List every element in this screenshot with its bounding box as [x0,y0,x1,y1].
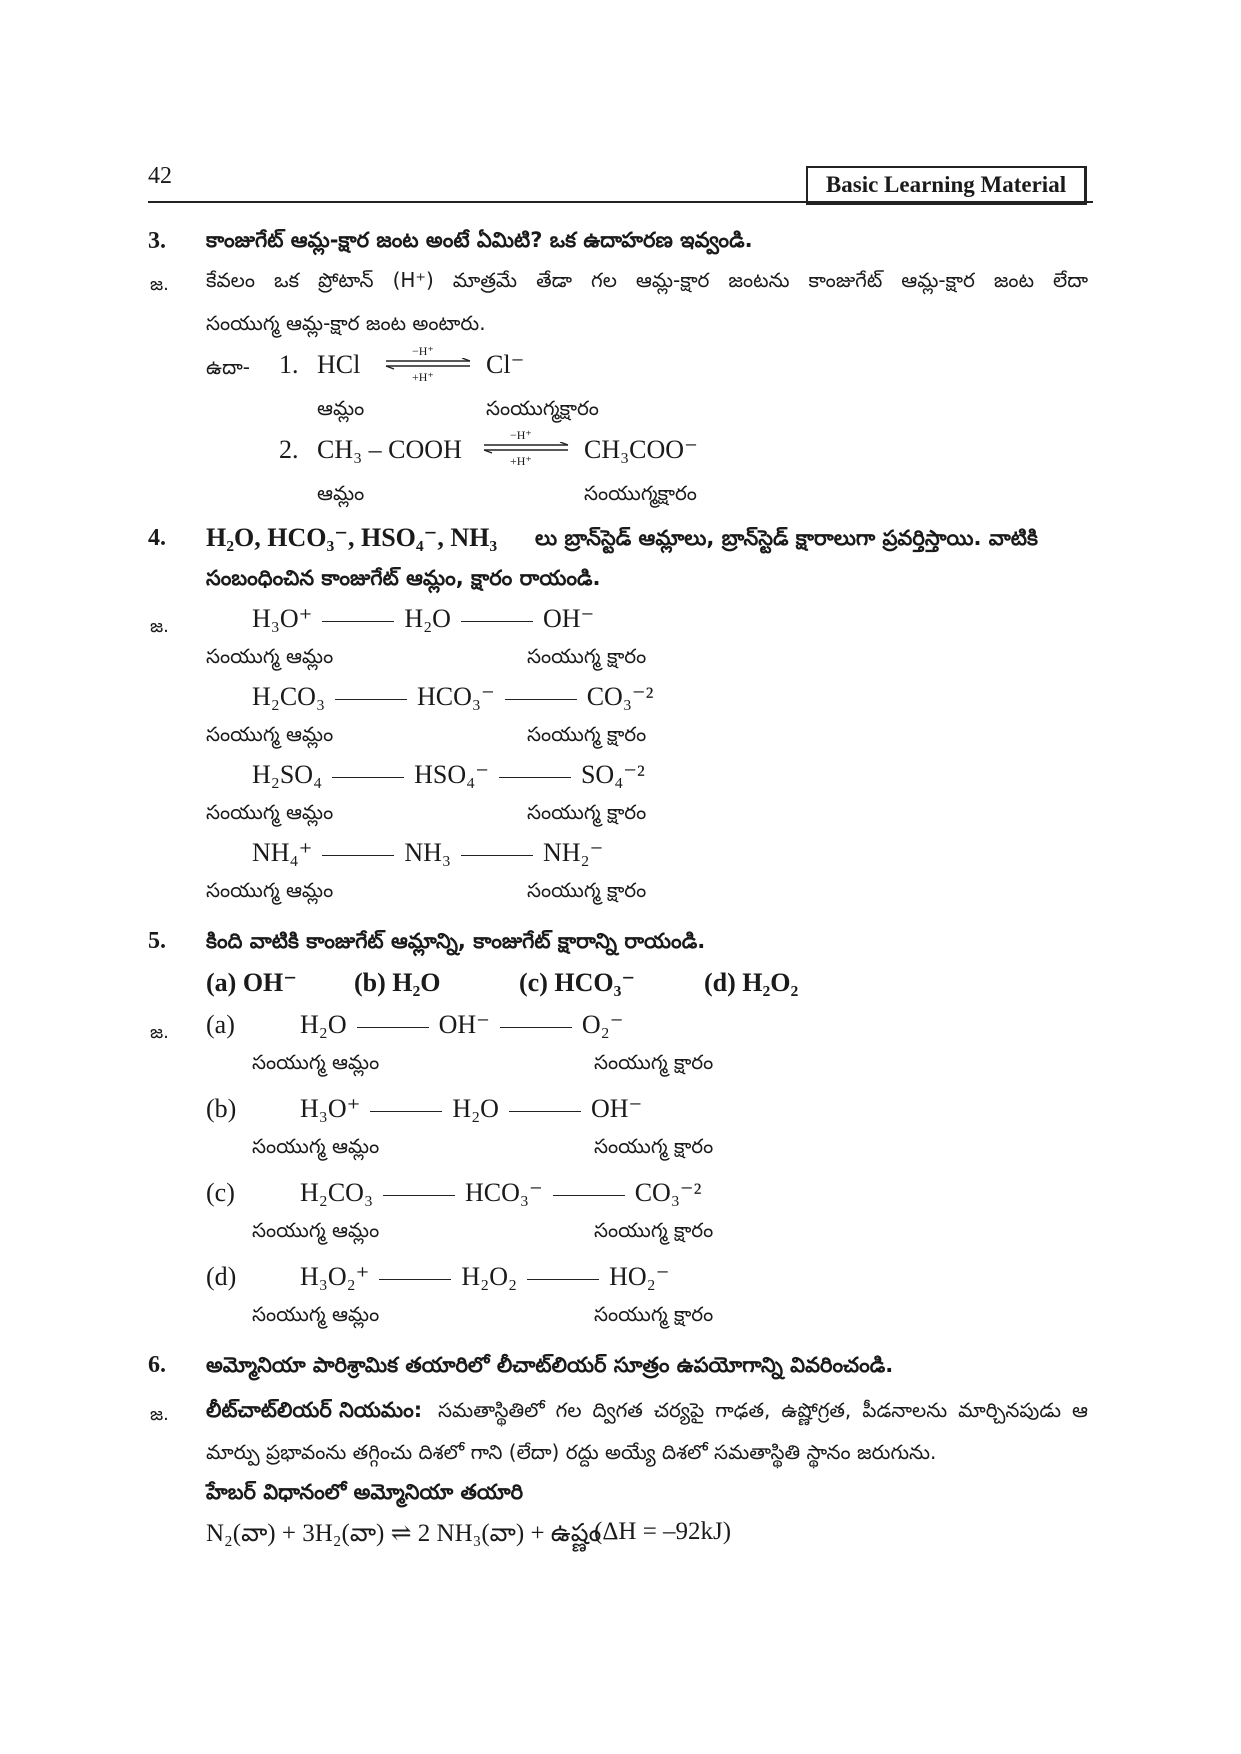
conjugate-row [300,1262,669,1292]
arrow-top-label: −H⁺ [412,344,434,358]
dash-connector [335,699,407,700]
q6-principle-line1: సమతాస్థితిలో గల ద్విగత చర్యపై గాఢత, ఉష్ణోగ్రత, పీడనాలను మార్చినపుడు ఆ [438,1398,1088,1422]
species-b: HCO₃⁻ [465,1178,543,1207]
q3-ex1-left: HCl [317,350,361,379]
species-b: OH⁻ [438,1010,490,1039]
dash-connector [383,1195,455,1196]
arrow-top-label: −H⁺ [510,428,532,442]
species-a: H₂SO₄ [252,760,323,789]
q5-question: కింది వాటికి కాంజుగేట్ ఆమ్లాన్ని, కాంజుగేట్ క్షారాన్ని రాయండి. [206,929,706,953]
dash-connector [357,1027,429,1028]
q3-ex2-right-label: సంయుగ్మక్షారం [584,481,697,505]
row-tag: (c) [206,1178,235,1207]
species-c: CO₃⁻² [586,682,654,711]
species-b: H₂O [404,604,451,633]
q6-equation: N₂(వా) + 3H₂(వా) ⇌ 2 NH₃(వా) + ఉష్ణం [206,1520,602,1547]
species-a: H₂CO₃ [252,682,326,711]
header-rule [148,201,1093,203]
dash-connector [379,1279,451,1280]
conjugate-base-label: సంయుగ్మ క్షారం [594,1134,714,1158]
dash-connector [322,855,394,856]
q3-number: 3. [148,228,166,254]
dash-connector [527,1279,599,1280]
species-b: HSO₄⁻ [414,760,489,789]
dash-connector [499,777,571,778]
q5-option-a: (a) OH⁻ [206,968,297,997]
species-b: NH₃ [404,838,451,867]
q3-answer-line1: కేవలం ఒక ప్రోటాన్ (H⁺) మాత్రమే తేడా గల ఆమ్ల-క్షార జంటను కాంజుగేట్ ఆమ్ల-క్షార జంట లేదా [206,268,1088,292]
q3-ex2-right: CH₃COO⁻ [584,435,698,464]
species-c: CO₃⁻² [634,1178,702,1207]
q3-ex2-left: CH₃ – COOH [317,435,462,464]
conjugate-acid-label: సంయుగ్మ ఆమ్లం [252,1218,380,1242]
q6-question: అమ్మోనియా పారిశ్రామిక తయారిలో లీచాట్‌లియర్ సూత్రం ఉపయోగాన్ని వివరించండి. [206,1353,894,1377]
q6-answer-label: జ. [150,1404,169,1425]
q3-answer-line2: సంయుగ్మ ఆమ్ల-క్షార జంట అంటారు. [206,311,486,335]
conjugate-base-label: సంయుగ్మ క్షారం [527,722,647,746]
conjugate-row [252,760,645,790]
q4-question-formulas: H₂O, HCO₃⁻, HSO₄⁻, NH₃ [206,523,498,552]
q6-principle-title: లీట్‌చాట్‌లియర్ నియమం: [206,1398,423,1422]
dash-connector [322,621,394,622]
conjugate-row [300,1178,701,1208]
dash-connector [461,855,533,856]
species-b: H₂O [452,1094,499,1123]
q3-ex1-left-label: ఆమ్లం [317,396,365,420]
dash-connector [370,1111,442,1112]
conjugate-row [300,1094,642,1124]
conjugate-acid-label: సంయుగ్మ ఆమ్లం [206,800,334,824]
conjugate-acid-label: సంయుగ్మ ఆమ్లం [206,878,334,902]
equilibrium-arrow-icon [384,358,474,370]
page-number: 42 [148,163,172,189]
dash-connector [500,1027,572,1028]
conjugate-base-label: సంయుగ్మ క్షారం [527,644,647,668]
species-a: H₃O⁺ [300,1094,361,1123]
conjugate-base-label: సంయుగ్మ క్షారం [527,800,647,824]
q3-example-label: ఉదా- [206,355,250,379]
species-b: HCO₃⁻ [417,682,495,711]
conjugate-row [252,838,603,868]
header-title: Basic Learning Material [806,166,1087,205]
species-c: NH₂⁻ [542,838,604,867]
conjugate-row [300,1010,623,1040]
row-tag: (b) [206,1094,237,1123]
q6-haber-title: హేబర్ విధానంలో అమ్మోనియా తయారి [206,1480,524,1504]
row-tag: (d) [206,1262,237,1291]
q3-ex2-equilibrium-arrow [482,428,572,468]
q3-ex1-right-label: సంయుగ్మక్షారం [486,396,599,420]
conjugate-base-label: సంయుగ్మ క్షారం [594,1218,714,1242]
species-b: H₂O₂ [461,1262,518,1291]
equilibrium-arrow-icon [482,442,572,454]
q4-number: 4. [148,525,166,551]
species-a: H₃O₂⁺ [300,1262,370,1291]
q3-ex1-equilibrium-arrow [384,344,474,384]
species-a: H₂CO₃ [300,1178,374,1207]
q4-question-line1: లు బ్రాన్‌స్టెడ్ ఆమ్లాలు, బ్రాన్‌స్టెడ్ క్షారాలుగా ప్రవర్తిస్తాయి. వాటికి [535,526,1038,550]
conjugate-acid-label: సంయుగ్మ ఆమ్లం [206,722,334,746]
q5-option-c: (c) HCO₃⁻ [519,968,636,997]
q5-option-b: (b) H₂O [354,968,441,997]
dash-connector [505,699,577,700]
q6-principle-line2: మార్పు ప్రభావంను తగ్గించు దిశలో గాని (లేదా) రద్దు అయ్యే దిశలో సమతాస్థితి స్థానం జరుగును. [206,1440,937,1464]
conjugate-row [252,604,594,634]
species-c: OH⁻ [542,604,595,633]
species-a: H₃O⁺ [252,604,313,633]
q3-question: కాంజుగేట్ ఆమ్ల-క్షార జంట అంటే ఏమిటి? ఒక ఉదాహరణ ఇవ్వండి. [206,228,753,252]
q3-ex2-left-label: ఆమ్లం [317,481,365,505]
dash-connector [509,1111,581,1112]
q6-delta-h: (ΔH = –92kJ) [594,1518,732,1545]
species-a: NH₄⁺ [252,838,313,867]
species-c: SO₄⁻² [580,760,645,789]
conjugate-acid-label: సంయుగ్మ ఆమ్లం [206,644,334,668]
q4-question-line2: సంబంధించిన కాంజుగేట్ ఆమ్లం, క్షారం రాయండి. [206,566,601,590]
q4-answer-label: జ. [150,616,169,637]
species-c: HO₂⁻ [609,1262,670,1291]
dash-connector [553,1195,625,1196]
q3-ex1-right: Cl⁻ [486,350,525,379]
q3-ex1-number: 1. [279,350,299,379]
arrow-bottom-label: +H⁺ [412,370,434,384]
species-c: OH⁻ [590,1094,643,1123]
species-a: H₂O [300,1010,347,1039]
dash-connector [332,777,404,778]
conjugate-base-label: సంయుగ్మ క్షారం [594,1302,714,1326]
q5-number: 5. [148,928,166,954]
conjugate-base-label: సంయుగ్మ క్షారం [527,878,647,902]
q3-ex2-number: 2. [279,435,299,464]
q5-option-d: (d) H₂O₂ [704,968,799,997]
dash-connector [461,621,533,622]
conjugate-acid-label: సంయుగ్మ ఆమ్లం [252,1134,380,1158]
conjugate-acid-label: సంయుగ్మ ఆమ్లం [252,1302,380,1326]
conjugate-base-label: సంయుగ్మ క్షారం [594,1050,714,1074]
q5-answer-label: జ. [150,1022,169,1043]
conjugate-acid-label: సంయుగ్మ ఆమ్లం [252,1050,380,1074]
row-tag: (a) [206,1010,235,1039]
q6-number: 6. [148,1352,166,1378]
conjugate-row [252,682,653,712]
species-c: O₂⁻ [581,1010,624,1039]
q3-answer-label: జ. [150,274,169,295]
arrow-bottom-label: +H⁺ [510,454,532,468]
